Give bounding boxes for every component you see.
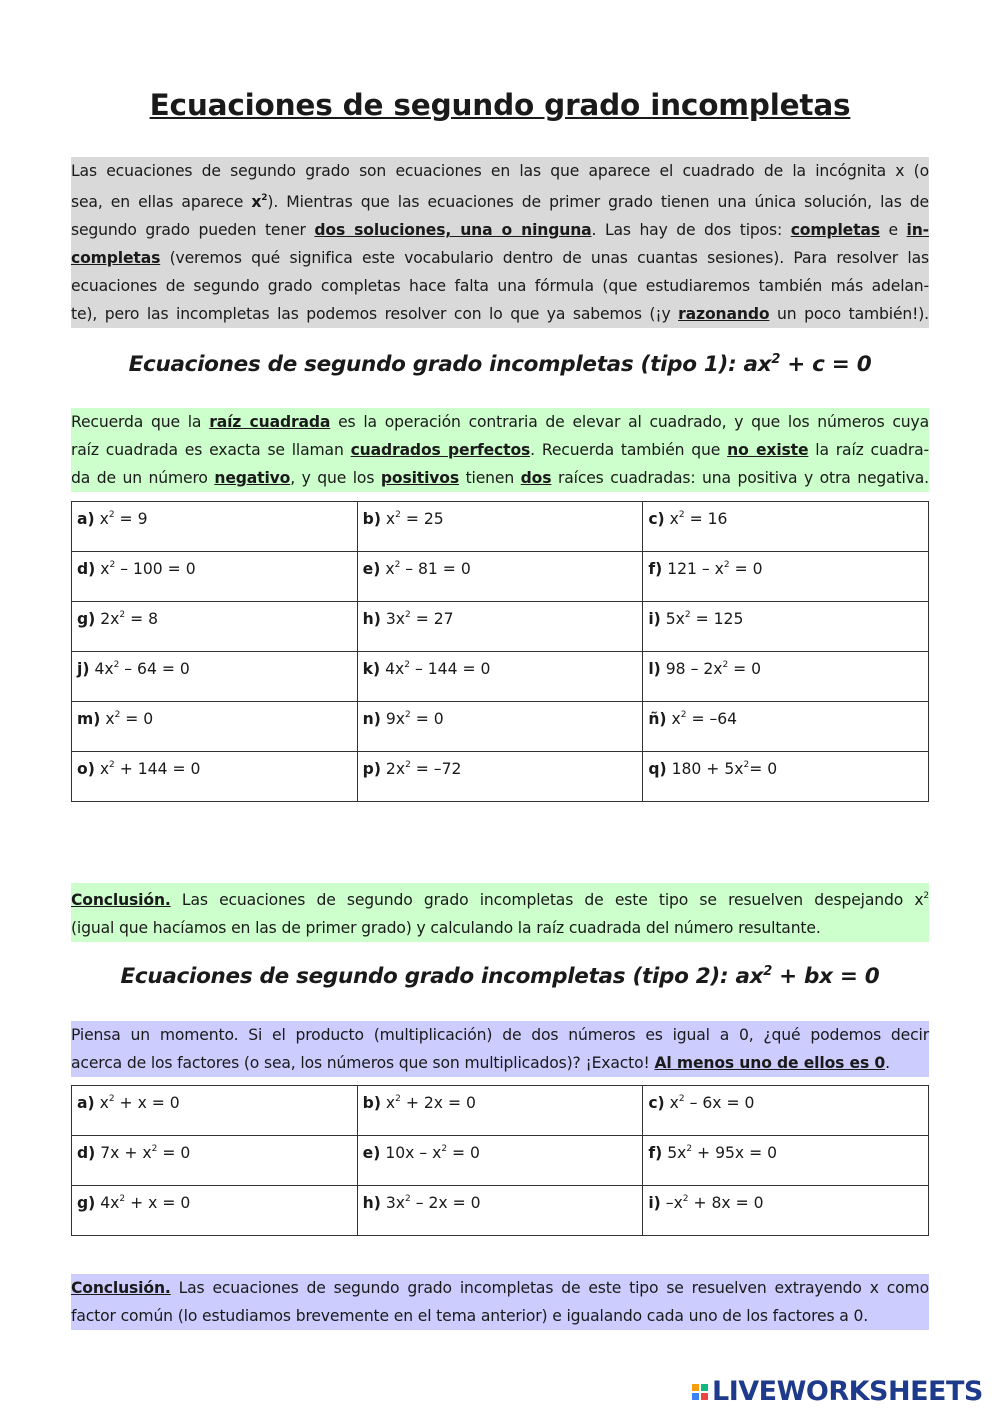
exercise-label: e) [362, 560, 381, 578]
exercise-cell[interactable] [357, 702, 643, 752]
exercise-equation-left: 5x [665, 610, 685, 628]
table-row [72, 702, 929, 752]
exercise-cell[interactable] [643, 1086, 929, 1136]
exercise-cell[interactable] [357, 1086, 643, 1136]
exercise-exponent: 2 [405, 1193, 411, 1204]
exercise-exponent: 2 [404, 659, 411, 670]
exercise-cell[interactable] [357, 602, 643, 652]
exercise-label: a) [77, 510, 95, 528]
exercise-equation-right: = 0 [447, 1144, 480, 1162]
table-row [72, 1136, 929, 1186]
exercise-equation-right: = 125 [690, 610, 744, 628]
exercise-equation-right: – 6x = 0 [684, 1094, 755, 1112]
recall-line-3: da de un número negativo, y que los positivos tienen dos raíces cuadradas: una positiva y otra negativa. [71, 464, 929, 492]
logo-square-1 [692, 1384, 699, 1391]
exercise-equation-right: – 2x = 0 [410, 1194, 481, 1212]
exercise-equation-left: x [105, 710, 115, 728]
exercise-exponent: 2 [395, 509, 401, 520]
exercise-exponent: 2 [686, 1143, 693, 1154]
exercise-exponent: 2 [678, 1093, 685, 1104]
exercise-label: d) [77, 1144, 96, 1162]
exercise-equation-right: – 144 = 0 [410, 660, 491, 678]
exercise-label: j) [77, 660, 90, 678]
exercise-equation-right: = 25 [400, 510, 444, 528]
exercise-cell[interactable] [72, 552, 358, 602]
exercise-equation-left: 2x [385, 760, 406, 778]
exercise-equation-right: = 0 [729, 560, 763, 578]
exercise-exponent: 2 [394, 559, 401, 570]
exercise-label: p) [362, 760, 381, 778]
exercise-cell[interactable] [357, 1136, 643, 1186]
exercise-exponent: 2 [109, 559, 116, 570]
exercise-equation-left: x [669, 510, 679, 528]
think-line-2: acerca de los factores (o sea, los números que son multiplicados)? ¡Exacto! Al menos uno de ellos es 0. [71, 1049, 929, 1077]
exercise-cell[interactable] [357, 752, 643, 802]
exercise-equation-left: 10x – x [385, 1144, 442, 1162]
exercise-equation-left: x [671, 710, 681, 728]
logo-mark-icon [692, 1384, 708, 1400]
exercise-equation-left: 4x [94, 660, 114, 678]
exercise-cell[interactable] [357, 552, 643, 602]
exercise-exponent: 2 [405, 609, 411, 620]
intro-line-6: te), pero las incompletas las podemos resolver con lo que ya sabemos (¡y razonando un poco también!). [71, 300, 929, 328]
exercise-cell[interactable] [643, 602, 929, 652]
exercise-label: f) [648, 560, 663, 578]
exercise-exponent: 2 [119, 1193, 126, 1204]
exercise-equation-left: 4x [100, 1194, 120, 1212]
logo-square-3 [692, 1393, 699, 1400]
conclusion2-line-1: Conclusión. Las ecuaciones de segundo grado incompletas de este tipo se resuelven extrayendo x como [71, 1274, 929, 1302]
exercise-cell[interactable] [643, 652, 929, 702]
exercise-equation-right: + x = 0 [114, 1094, 180, 1112]
exercise-equation-right: – 100 = 0 [115, 560, 196, 578]
exercise-equation-left: 7x + x [100, 1144, 152, 1162]
table-row [72, 1186, 929, 1236]
exercise-equation-right: = –72 [410, 760, 462, 778]
exercise-label: ñ) [648, 710, 667, 728]
exercise-equation-right: = 0 [728, 660, 762, 678]
exercise-label: b) [362, 1094, 381, 1112]
exercise-equation-left: x [99, 1094, 109, 1112]
exercise-label: c) [648, 510, 665, 528]
exercise-equation-right: + 2x = 0 [400, 1094, 476, 1112]
exercise-exponent: 2 [722, 659, 729, 670]
exercise-label: e) [362, 1144, 381, 1162]
exercise-cell[interactable] [643, 552, 929, 602]
exercise-equation-left: 4x [385, 660, 405, 678]
exercise-cell[interactable] [643, 752, 929, 802]
recall-line-1: Recuerda que la raíz cuadrada es la operación contraria de elevar al cuadrado, y que los números cuya [71, 408, 929, 436]
exercise-label: g) [77, 610, 96, 628]
exercise-exponent: 2 [680, 709, 687, 720]
exercise-label: a) [77, 1094, 95, 1112]
exercise-equation-left: 180 + 5x [671, 760, 744, 778]
exercise-label: k) [362, 660, 381, 678]
exercise-exponent: 2 [108, 1093, 115, 1104]
logo-text: LIVEWORKSHEETS [712, 1376, 983, 1407]
exercise-label: m) [77, 710, 101, 728]
exercise-equation-right: = 16 [684, 510, 728, 528]
table-row [72, 1086, 929, 1136]
intro-line-1: Las ecuaciones de segundo grado son ecuaciones en las que aparece el cuadrado de la incógnita x (o [71, 157, 929, 185]
exercise-label: c) [648, 1094, 665, 1112]
exercise-label: l) [648, 660, 661, 678]
exercise-cell[interactable] [643, 1136, 929, 1186]
table-row [72, 652, 929, 702]
recall-paragraph [71, 408, 929, 492]
section1-title: Ecuaciones de segundo grado incompletas (tipo 1): $ax^2 + c = 0$ [128, 352, 872, 378]
exercise-cell[interactable] [72, 702, 358, 752]
intro-line-4: completas (veremos qué significa este vocabulario dentro de unas cuantas sesiones). Para resolver las [71, 244, 929, 272]
exercise-equation-left: x [385, 560, 395, 578]
exercise-equation-right: = 27 [410, 610, 454, 628]
exercise-cell[interactable] [72, 652, 358, 702]
exercise-exponent: 2 [151, 1143, 158, 1154]
exercise-equation-left: x [99, 510, 109, 528]
exercise-equation-left: –x [665, 1194, 683, 1212]
exercise-cell[interactable] [72, 1186, 358, 1236]
conclusion2-line-2: factor común (lo estudiamos brevemente en el tema anterior) e igualando cada uno de los factores a 0. [71, 1302, 929, 1330]
exercise-exponent: 2 [395, 1093, 401, 1104]
exercise-exponent: 2 [119, 609, 126, 620]
exercise-exponent: 2 [113, 659, 120, 670]
exercise-equation-right: – 81 = 0 [400, 560, 471, 578]
think-paragraph [71, 1021, 929, 1077]
exercise-label: f) [648, 1144, 663, 1162]
think-line-1: Piensa un momento. Si el producto (multiplicación) de dos números es igual a 0, ¿qué podemos decir [71, 1021, 929, 1049]
exercise-equation-right: + 8x = 0 [688, 1194, 764, 1212]
exercise-label: b) [362, 510, 381, 528]
exercise-equation-left: x [669, 1094, 679, 1112]
exercise-exponent: 2 [678, 509, 685, 520]
exercise-cell[interactable] [72, 502, 358, 552]
exercise-exponent: 2 [405, 759, 411, 770]
exercise-table-type1-body [72, 502, 929, 802]
exercise-equation-right: = 0 [157, 1144, 191, 1162]
exercise-equation-right: – 64 = 0 [119, 660, 190, 678]
logo-square-2 [701, 1384, 708, 1391]
exercise-equation-left: 98 – 2x [665, 660, 723, 678]
exercise-label: i) [648, 1194, 661, 1212]
exercise-equation-left: x [385, 1094, 396, 1112]
intro-line-2: sea, en ellas aparece $x^2$). Mientras que las ecuaciones de primer grado tienen una única solución, las de [71, 185, 929, 216]
exercise-equation-left: x [99, 760, 110, 778]
exercise-equation-left: 3x [385, 610, 406, 628]
intro-line-5: ecuaciones de segundo grado completas hace falta una fórmula (que estudiaremos también más adelan- [71, 272, 929, 300]
exercise-label: d) [77, 560, 96, 578]
intro-line-3: segundo grado pueden tener dos soluciones, una o ninguna. Las hay de dos tipos: completas e in- [71, 216, 929, 244]
exercise-equation-right: = –64 [686, 710, 738, 728]
exercise-exponent: 2 [682, 1193, 689, 1204]
exercise-equation-right: = 0 [749, 760, 778, 778]
exercise-equation-right: + 144 = 0 [114, 760, 201, 778]
exercise-label: o) [77, 760, 95, 778]
exercise-exponent: 2 [405, 709, 411, 720]
exercise-equation-left: 2x [100, 610, 120, 628]
exercise-exponent: 2 [743, 759, 750, 770]
exercise-label: g) [77, 1194, 96, 1212]
liveworksheets-logo[interactable] [692, 1376, 983, 1407]
exercise-equation-left: x [100, 560, 110, 578]
section2-title: Ecuaciones de segundo grado incompletas (tipo 2): $ax^2$ + bx = 0 [120, 964, 880, 990]
exercise-equation-right: = 8 [125, 610, 159, 628]
exercise-cell[interactable] [72, 1086, 358, 1136]
table-row [72, 502, 929, 552]
exercise-equation-right: = 0 [120, 710, 154, 728]
exercise-table-type1 [71, 501, 929, 802]
exercise-cell[interactable] [72, 752, 358, 802]
intro-paragraph [71, 157, 929, 328]
conclusion1-line-2: (igual que hacíamos en las de primer grado) y calculando la raíz cuadrada del número resultante. [71, 914, 929, 942]
exercise-equation-left: 5x [667, 1144, 687, 1162]
exercise-exponent: 2 [684, 609, 691, 620]
exercise-exponent: 2 [114, 709, 121, 720]
exercise-cell[interactable] [643, 702, 929, 752]
conclusion-type2 [71, 1274, 929, 1330]
exercise-label: h) [362, 1194, 381, 1212]
exercise-cell[interactable] [357, 1186, 643, 1236]
exercise-equation-right: = 9 [114, 510, 148, 528]
recall-line-2: raíz cuadrada es exacta se llaman cuadrados perfectos. Recuerda también que no existe la raíz cuadra- [71, 436, 929, 464]
exercise-cell[interactable] [643, 1186, 929, 1236]
exercise-cell[interactable] [643, 502, 929, 552]
exercise-exponent: 2 [109, 759, 115, 770]
exercise-cell[interactable] [72, 1136, 358, 1186]
exercise-table-type2 [71, 1085, 929, 1236]
exercise-label: i) [648, 610, 661, 628]
table-row [72, 752, 929, 802]
table-row [72, 552, 929, 602]
exercise-equation-right: + x = 0 [125, 1194, 191, 1212]
page-title: Ecuaciones de segundo grado incompletas [149, 88, 851, 122]
exercise-table-type2-body [72, 1086, 929, 1236]
exercise-equation-left: 121 – x [667, 560, 724, 578]
exercise-exponent: 2 [108, 509, 115, 520]
exercise-cell[interactable] [357, 652, 643, 702]
exercise-label: h) [362, 610, 381, 628]
exercise-equation-right: = 0 [410, 710, 444, 728]
exercise-exponent: 2 [441, 1143, 448, 1154]
conclusion-type1 [71, 883, 929, 942]
conclusion1-line-1: Conclusión. Las ecuaciones de segundo grado incompletas de este tipo se resuelven despejando $x^2$ [71, 883, 929, 914]
exercise-equation-left: 3x [385, 1194, 406, 1212]
exercise-exponent: 2 [723, 559, 730, 570]
exercise-label: q) [648, 760, 667, 778]
exercise-cell[interactable] [72, 602, 358, 652]
exercise-equation-right: + 95x = 0 [692, 1144, 778, 1162]
table-row [72, 602, 929, 652]
exercise-label: n) [362, 710, 381, 728]
exercise-equation-left: x [385, 510, 396, 528]
logo-square-4 [701, 1393, 708, 1400]
exercise-equation-left: 9x [385, 710, 406, 728]
exercise-cell[interactable] [357, 502, 643, 552]
